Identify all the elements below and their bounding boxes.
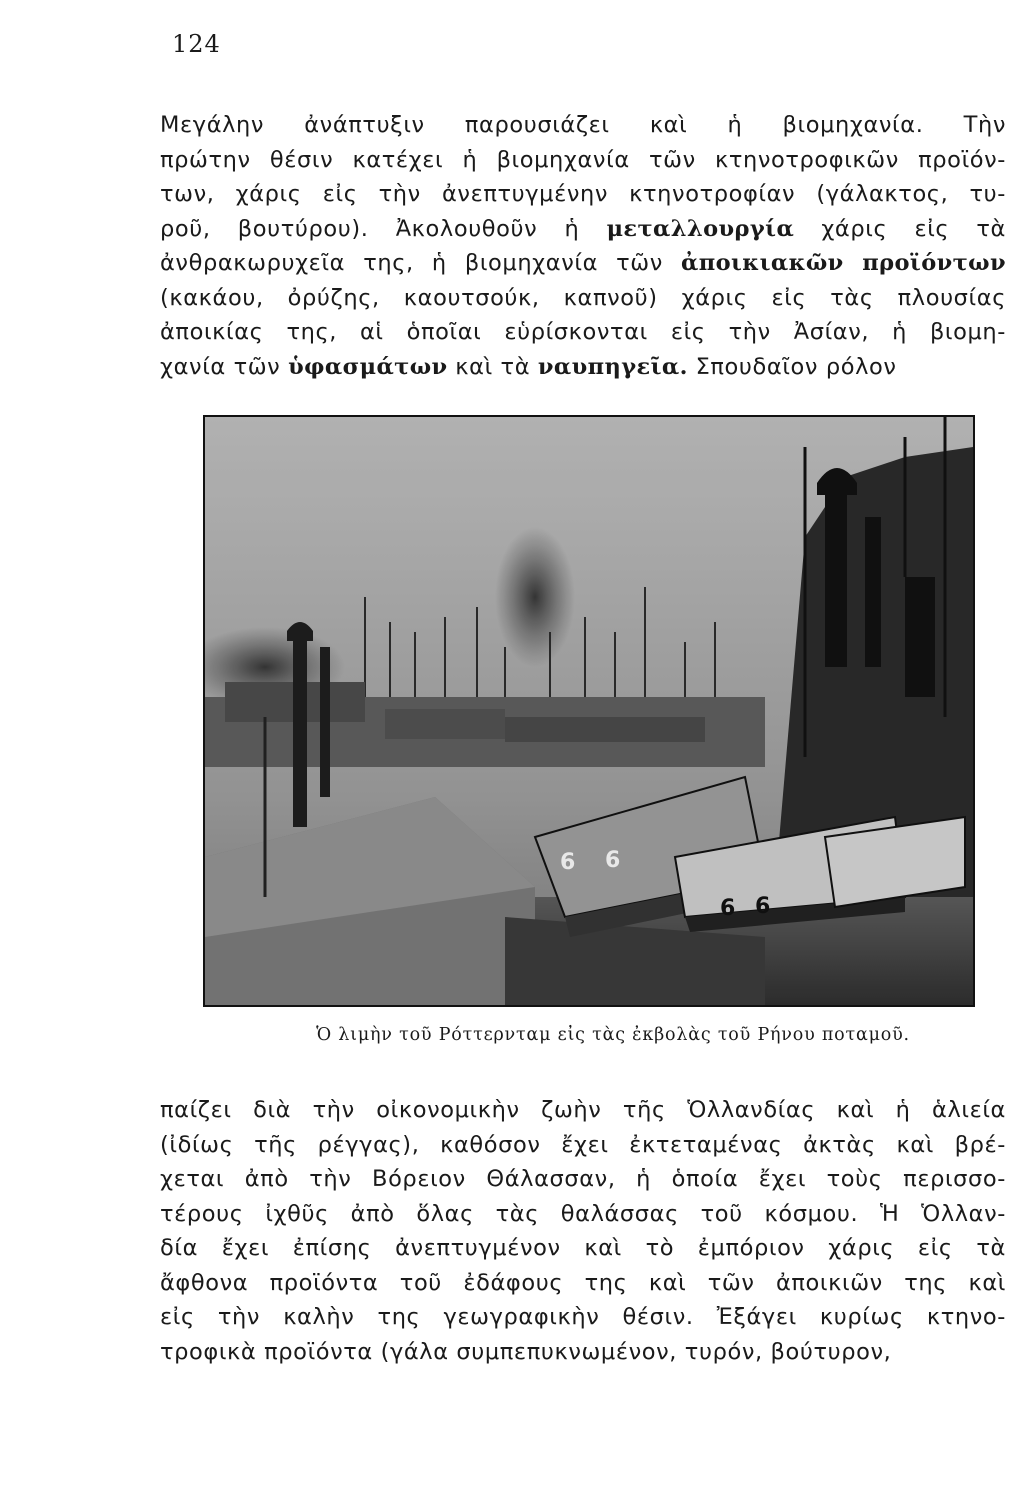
bold-term: ναυπηγεῖα.	[537, 353, 688, 380]
hull-number-4: 6	[755, 894, 771, 919]
text-run: (ἰδίως τῆς ρέγγας), καθόσον ἔχει ἐκτεταμένας ἀκτὰς καὶ βρέ-	[160, 1131, 1006, 1158]
text-line	[160, 1300, 1006, 1335]
text-run: ροῦ, βουτύρου). Ἀκολουθοῦν ἡ	[160, 215, 607, 242]
text-line	[160, 281, 1006, 316]
text-line	[160, 143, 1006, 178]
text-line	[160, 1162, 1006, 1197]
text-run: Σπουδαῖον ρόλον	[687, 353, 897, 380]
bold-term: μεταλλουργία	[606, 215, 795, 242]
text-line	[160, 1231, 1006, 1266]
text-line	[160, 1093, 1006, 1128]
text-line	[160, 1266, 1006, 1301]
bold-term: ὑφασμάτων	[288, 353, 448, 380]
text-run: χάρις εἰς τὰ	[794, 215, 1006, 242]
text-line	[160, 1128, 1006, 1163]
text-run: (κακάου, ὀρύζης, καουτσούκ, καπνοῦ) χάρις εἰς τὰς πλουσίας	[160, 284, 1006, 311]
text-run: τέρους ἰχθῦς ἀπὸ ὅλας τὰς θαλάσσας τοῦ κόσμου. Ἡ Ὁλλαν-	[160, 1200, 1006, 1227]
text-line	[160, 246, 1006, 281]
photo-caption: Ὁ λιμὴν τοῦ Ρόττερνταμ εἰς τὰς ἐκβολὰς τοῦ Ρήνου ποταμοῦ.	[316, 1025, 910, 1045]
text-run: παίζει διὰ τὴν οἰκονομικὴν ζωὴν τῆς Ὁλλανδίας καὶ ἡ ἁλιεία	[160, 1097, 1006, 1123]
text-line	[160, 108, 1006, 143]
bold-term: ἀποικιακῶν προϊόντων	[681, 250, 1006, 276]
text-run: χανία τῶν	[160, 353, 289, 380]
hull-number-3: 6	[720, 896, 736, 921]
text-run: εἰς τὴν καλὴν της γεωγραφικὴν θέσιν. Ἐξάγει κυρίως κτηνο-	[160, 1304, 1006, 1330]
text-line	[160, 1335, 1006, 1370]
text-run: τροφικὰ προϊόντα (γάλα συμπεπυκνωμένον, τυρόν, βούτυρον,	[160, 1338, 892, 1365]
paragraph-bottom	[160, 1093, 1006, 1369]
hull-number-1: 6	[560, 850, 576, 875]
text-run: δία ἔχει ἐπίσης ἀνεπτυγμένον καὶ τὸ ἐμπόριον χάρις εἰς τὰ	[160, 1235, 1006, 1261]
text-run: των, χάρις εἰς τὴν ἀνεπτυγμένην κτηνοτροφίαν (γάλακτος, τυ-	[160, 181, 1006, 207]
text-run: ἀποικίας της, αἱ ὁποῖαι εὑρίσκονται εἰς τὴν Ἀσίαν, ἡ βιομη-	[160, 319, 1006, 345]
text-run: Μεγάλην ἀνάπτυξιν παρουσιάζει καὶ ἡ βιομηχανία. Τὴν	[160, 112, 1006, 138]
text-run: ἀνθρακωρυχεῖα της, ἡ βιομηχανία τῶν	[160, 250, 682, 276]
paragraph-top	[160, 108, 1006, 384]
text-run: χεται ἀπὸ τὴν Βόρειον Θάλασσαν, ἡ ὁποία ἔχει τοὺς περισσο-	[160, 1166, 1006, 1192]
hull-number-2: 6	[605, 848, 621, 873]
text-line	[160, 350, 1006, 385]
text-run: ἄφθονα προϊόντα τοῦ ἐδάφους της καὶ τῶν ἀποικιῶν της καὶ	[160, 1269, 1006, 1296]
text-run: καὶ τὰ	[447, 353, 538, 380]
text-line	[160, 212, 1006, 247]
page-number: 124	[172, 30, 221, 58]
harbor-photo	[203, 415, 975, 1007]
text-line	[160, 315, 1006, 350]
text-line	[160, 1197, 1006, 1232]
text-line	[160, 177, 1006, 212]
text-run: πρώτην θέσιν κατέχει ἡ βιομηχανία τῶν κτηνοτροφικῶν προϊόν-	[160, 146, 1006, 173]
